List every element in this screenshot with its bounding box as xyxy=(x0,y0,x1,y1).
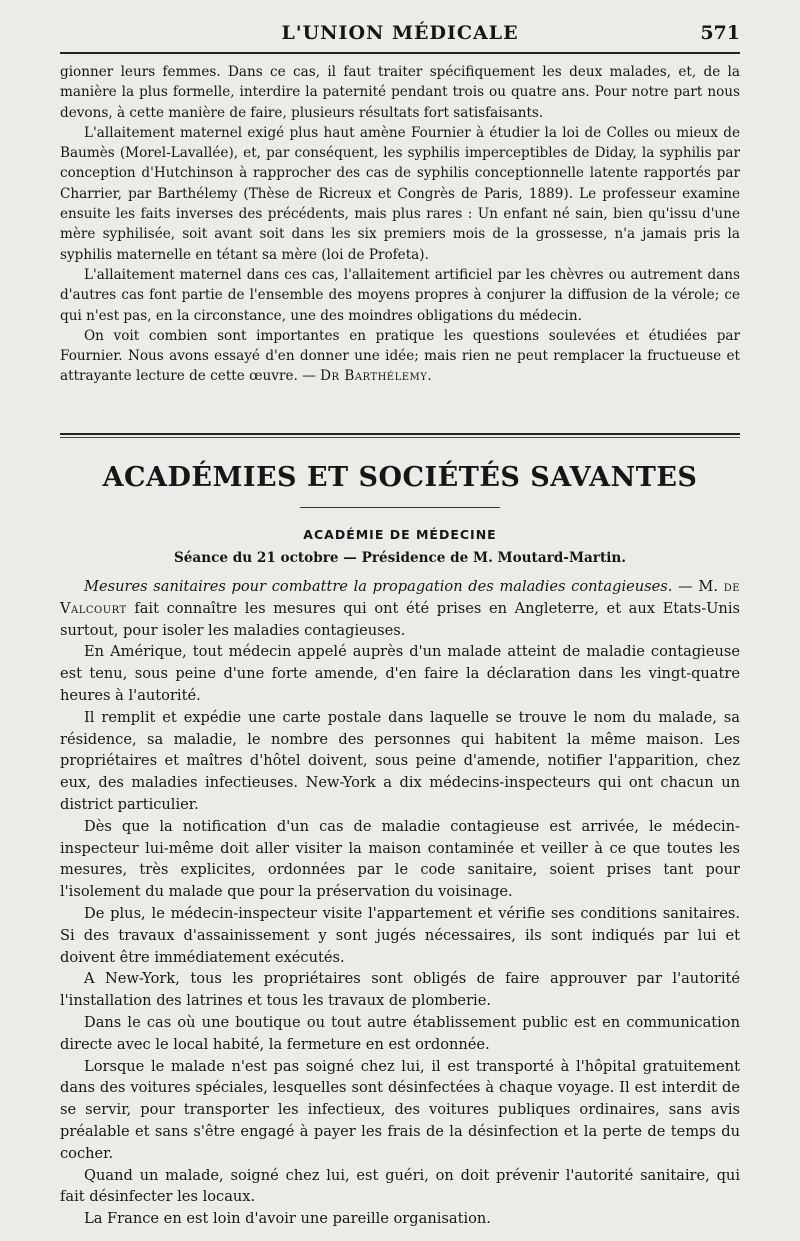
review-continuation xyxy=(60,62,740,387)
paragraph: Quand un malade, soigné chez lui, est guéri, on doit prévenir l'autorité sanitaire, qui fait désinfecter les locaux. xyxy=(60,1166,740,1206)
header-rule xyxy=(60,52,740,54)
section-divider-thin xyxy=(60,437,740,438)
page-header xyxy=(60,22,740,50)
speaker-name: de Valcourt xyxy=(60,578,741,617)
paragraph: Dès que la notification d'un cas de maladie contagieuse est arrivée, le médecin-inspecteur lui-même doit aller visiter la maison contaminée et veiller à ce que toutes les mesures, très explicites, ordonnées par le code sanitaire, soient prises tant pour l'isolement du malade que pour la préservation du voisinage. xyxy=(60,817,740,901)
paragraph: De plus, le médecin-inspecteur visite l'appartement et vérifie ses conditions sanitaires. Si des travaux d'assainissement y sont jugés nécessaires, ils sont indiqués par lui et doivent être immédiatement exécutés. xyxy=(60,904,740,966)
dash: — M. xyxy=(672,578,724,595)
paragraph: Lorsque le malade n'est pas soigné chez lui, il est transporté à l'hôpital gratuitement dans des voitures spéciales, lesquelles sont désinfectées à chaque voyage. Il est interdit de se servir, pour transporter les infectieux, des voitures publiques ordinaires, sans avis préalable et sans s'être engagé à payer les frais de la désinfection et la perte de temps du cocher. xyxy=(60,1057,740,1162)
running-head: L'UNION MÉDICALE xyxy=(281,22,519,44)
academy-report xyxy=(60,576,740,1230)
author-signature: Dr Barthélemy. xyxy=(320,368,433,385)
session-line: Séance du 21 octobre — Présidence de M. Moutard-Martin. xyxy=(173,550,627,566)
title-underline xyxy=(300,507,500,508)
paragraph: Il remplit et expédie une carte postale dans laquelle se trouve le nom du malade, sa résidence, sa maladie, le nombre des personnes qui habitent la même maison. Les propriétaires et maîtres d'hôtel doivent, sous peine d'amende, notifier l'apparition, chez eux, des maladies infectieuses. New-York a dix médecins-inspecteurs qui ont chacun un district particulier. xyxy=(60,708,740,813)
paragraph: A New-York, tous les propriétaires sont obligés de faire approuver par l'autorité l'installation des latrines et tous les travaux de plomberie. xyxy=(60,970,740,1010)
section-title: ACADÉMIES ET SOCIÉTÉS SAVANTES xyxy=(102,462,698,493)
paragraph: La France en est loin d'avoir une pareille organisation. xyxy=(84,1210,491,1228)
page-number: 571 xyxy=(700,22,740,44)
topic-title: Mesures sanitaires pour combattre la propagation des maladies contagieuses. xyxy=(84,578,673,595)
paragraph-text: On voit combien sont importantes en pratique les questions soulevées et étudiées par Fournier. Nous avons essayé d'en donner une idée; mais rien ne peut remplacer la fructueuse et attrayante lecture de cette œuvre. — xyxy=(60,327,740,385)
paragraph: En Amérique, tout médecin appelé auprès d'un malade atteint de maladie contagieuse est tenu, sous peine d'une forte amende, d'en faire la déclaration dans les vingt-quatre heures à l'autorité. xyxy=(60,643,740,704)
section-divider xyxy=(60,433,740,435)
paragraph-text: fait connaître les mesures qui ont été prises en Angleterre, et aux Etats-Unis surtout, pour isoler les maladies contagieuses. xyxy=(60,599,740,639)
academy-title: ACADÉMIE DE MÉDECINE xyxy=(303,527,497,542)
paragraph: L'allaitement maternel exigé plus haut amène Fournier à étudier la loi de Colles ou mieux de Baumès (Morel-Lavallée), et, par conséquent, les syphilis imperceptibles de Diday, la syphilis par conception d'Hutchinson à rapprocher des cas de syphilis conceptionnelle latente rapportés par Charrier, par Barthélemy (Thèse de Ricreux et Congrès de Paris, 1889). Le professeur examine ensuite les faits inverses des précédents, mais plus rares : Un enfant né sain, bien qu'issu d'une mère syphilisée, soit avant soit dans les six premiers mois de la grossesse, n'a jamais pris la syphilis maternelle en tétant sa mère (loi de Profeta). xyxy=(60,124,740,263)
paragraph: gionner leurs femmes. Dans ce cas, il faut traiter spécifiquement les deux malades, et, de la manière la plus formelle, interdire la paternité pendant trois ou quatre ans. Pour notre part nous devons, à cette manière de faire, plusieurs résultats fort satisfaisants. xyxy=(60,64,740,121)
paragraph: L'allaitement maternel dans ces cas, l'allaitement artificiel par les chèvres ou autrement dans d'autres cas font partie de l'ensemble des moyens propres à conjurer la diffusion de la vérole; ce qui n'est pas, en la circonstance, une des moindres obligations du médecin. xyxy=(60,266,740,324)
paragraph-closing xyxy=(60,326,740,387)
paragraph-lead xyxy=(60,576,740,641)
paragraph: Dans le cas où une boutique ou tout autre établissement public est en communication directe avec le local habité, la fermeture en est ordonnée. xyxy=(60,1013,740,1053)
